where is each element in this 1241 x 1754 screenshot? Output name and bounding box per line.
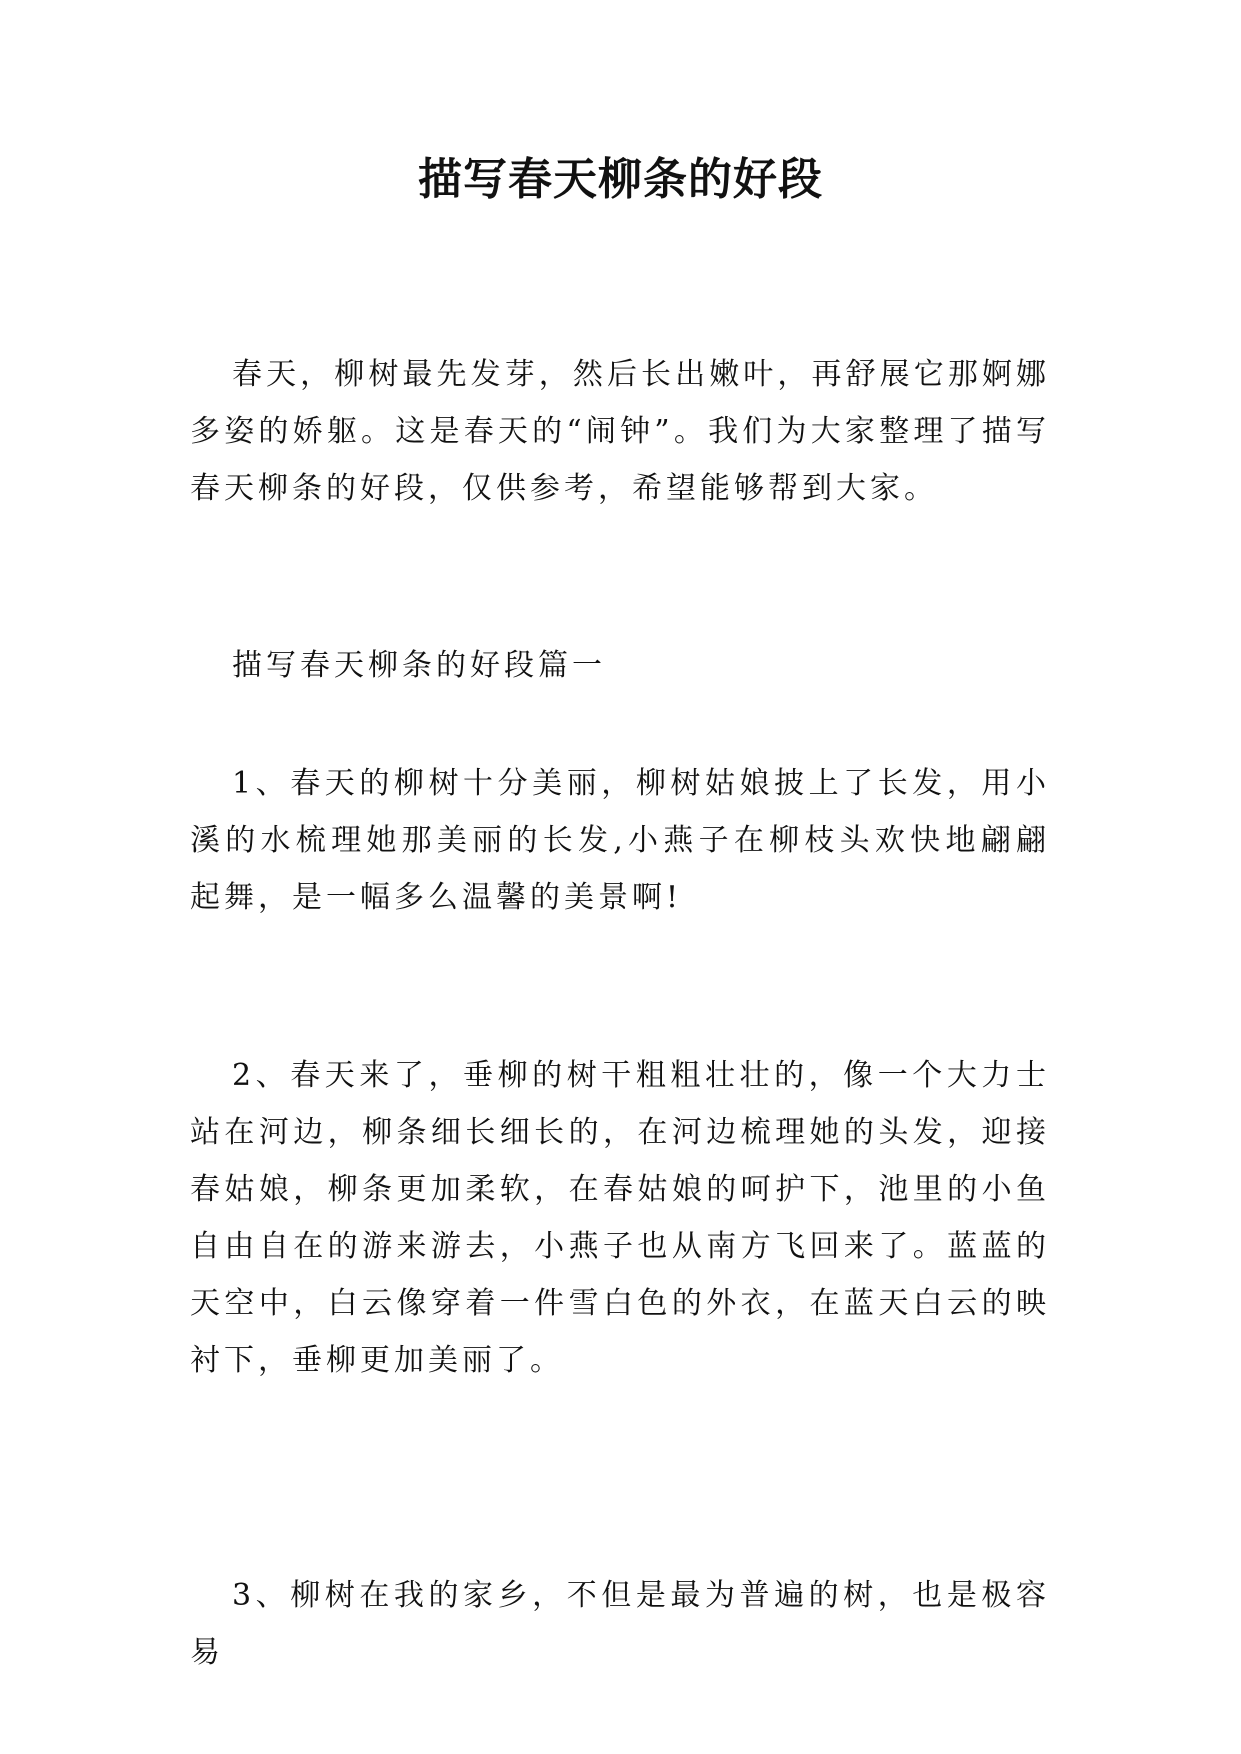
- document-title: 描写春天柳条的好段: [418, 154, 823, 205]
- paragraph-2: 2、春天来了，垂柳的树干粗粗壮壮的，像一个大力士站在河边，柳条细长细长的，在河边梳理她的头发，迎接春姑娘，柳条更加柔软，在春姑娘的呵护下，池里的小鱼自由自在的游来游去，小燕子也从南方飞回来了。蓝蓝的天空中，白云像穿着一件雪白色的外衣，在蓝天白云的映衬下，垂柳更加美丽了。: [190, 1058, 1050, 1378]
- section-heading: 描写春天柳条的好段篇一: [232, 648, 606, 683]
- intro-paragraph: 春天，柳树最先发芽，然后长出嫩叶，再舒展它那婀娜多姿的娇躯。这是春天的“闹钟”。我们为大家整理了描写春天柳条的好段，仅供参考，希望能够帮到大家。: [190, 357, 1050, 506]
- paragraph-1: 1、春天的柳树十分美丽，柳树姑娘披上了长发，用小溪的水梳理她那美丽的长发,小燕子在柳枝头欢快地翩翩起舞，是一幅多么温馨的美景啊!: [190, 766, 1050, 915]
- paragraph-3: 3、柳树在我的家乡，不但是最为普遍的树，也是极容易: [190, 1578, 1050, 1670]
